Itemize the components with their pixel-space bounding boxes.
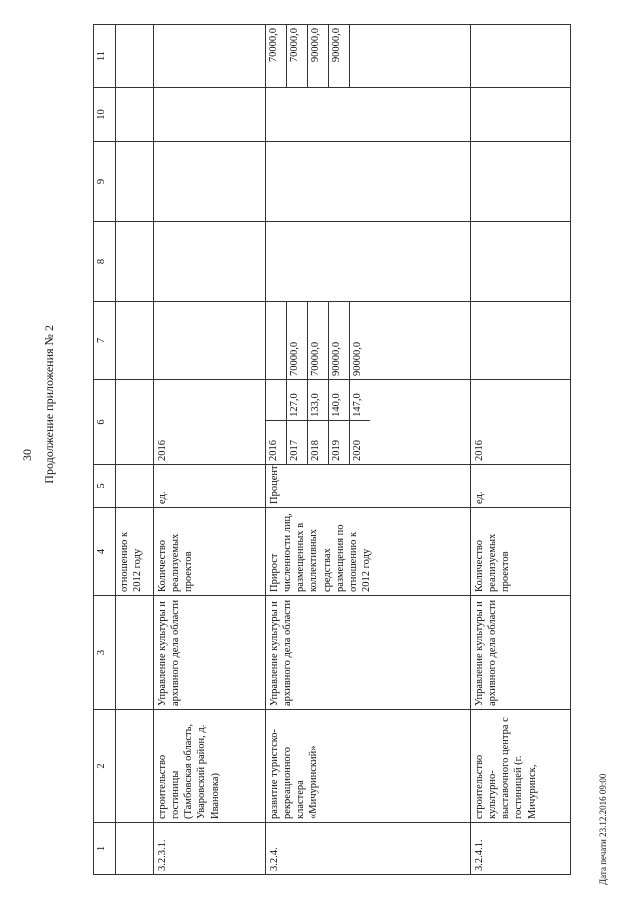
col-header-1: 1 [94, 823, 116, 875]
year-value: 147,0 [350, 380, 371, 420]
col-header-9: 9 [94, 142, 116, 222]
unit: ед. [154, 465, 266, 508]
activity-name: развитие туристско-рекреационного кластера «Мичуринский» [266, 710, 471, 823]
col7-values-table [266, 302, 370, 379]
year: 2016 [266, 420, 287, 464]
activity-name: строительство культурно-выставочного центра с гостиницей (г. Мичуринск, [471, 710, 571, 823]
appendix-continuation-label: Продолжение приложения № 2 [42, 325, 56, 484]
year: 2016 [471, 380, 571, 465]
year-row [329, 380, 350, 464]
table-row [154, 25, 266, 875]
amount-value: 70000,0 [287, 302, 308, 379]
print-date: Дата печати 23.12.2016 09:00 [598, 773, 608, 885]
program-table [93, 24, 571, 875]
responsible-executor: Управление культуры и архивного дела области [471, 596, 571, 710]
amount-value: 90000,0 [310, 28, 321, 63]
col7-values-cell [266, 302, 471, 380]
year-value: 133,0 [308, 380, 329, 420]
col-header-6: 6 [94, 380, 116, 465]
item-number: 3.2.3.1. [154, 823, 266, 875]
year-values-cell [266, 380, 471, 465]
year-value [266, 380, 287, 420]
unit: ед. [471, 465, 571, 508]
activity-name: строительство гостиницы (Тамбовская область, Уваровский район, д. Ивановка) [154, 710, 266, 823]
table-row [116, 25, 154, 875]
year-value: 140,0 [329, 380, 350, 420]
amount-value: 90000,0 [329, 302, 350, 379]
amount-value: 90000,0 [331, 28, 342, 63]
col-header-3: 3 [94, 596, 116, 710]
col11-values-table [266, 25, 370, 87]
year-value: 127,0 [287, 380, 308, 420]
amount-value: 70000,0 [289, 28, 300, 63]
amount-value: 70000,0 [268, 28, 279, 63]
indicator-text: отношению к 2012 году [116, 508, 154, 596]
item-number: 3.2.4.1. [471, 823, 571, 875]
amount-value: 90000,0 [352, 341, 363, 376]
year-row [266, 380, 287, 464]
col-header-2: 2 [94, 710, 116, 823]
col-header-8: 8 [94, 222, 116, 302]
col11-values-cell [266, 25, 471, 88]
responsible-executor: Управление культуры и архивного дела области [266, 596, 471, 710]
year: 2019 [329, 420, 350, 464]
page-number: 30 [20, 449, 34, 461]
indicator-name: Количество реализуемых проектов [471, 508, 571, 596]
col-header-5: 5 [94, 465, 116, 508]
year: 2016 [154, 380, 266, 465]
rotated-page [20, 25, 620, 885]
table-row [266, 25, 471, 875]
col-header-7: 7 [94, 302, 116, 380]
unit: Процент [266, 465, 471, 508]
year: 2018 [308, 420, 329, 464]
col-header-4: 4 [94, 508, 116, 596]
year: 2017 [287, 420, 308, 464]
col-header-11: 11 [94, 25, 116, 88]
indicator-name: Прирост численности лиц, размещенных в коллективных средствах размещения по отношению к 2012 году [266, 508, 471, 596]
header-row [94, 25, 116, 875]
year: 2020 [352, 440, 363, 461]
table-row [471, 25, 571, 875]
year-values-table [266, 380, 370, 464]
item-number: 3.2.4. [266, 823, 471, 875]
year-row [287, 380, 308, 464]
year-row [350, 380, 371, 464]
amount-value [266, 302, 287, 379]
amount-value: 70000,0 [308, 302, 329, 379]
indicator-name: Количество реализуемых проектов [154, 508, 266, 596]
year-row [308, 380, 329, 464]
responsible-executor: Управление культуры и архивного дела области [154, 596, 266, 710]
col-header-10: 10 [94, 88, 116, 142]
